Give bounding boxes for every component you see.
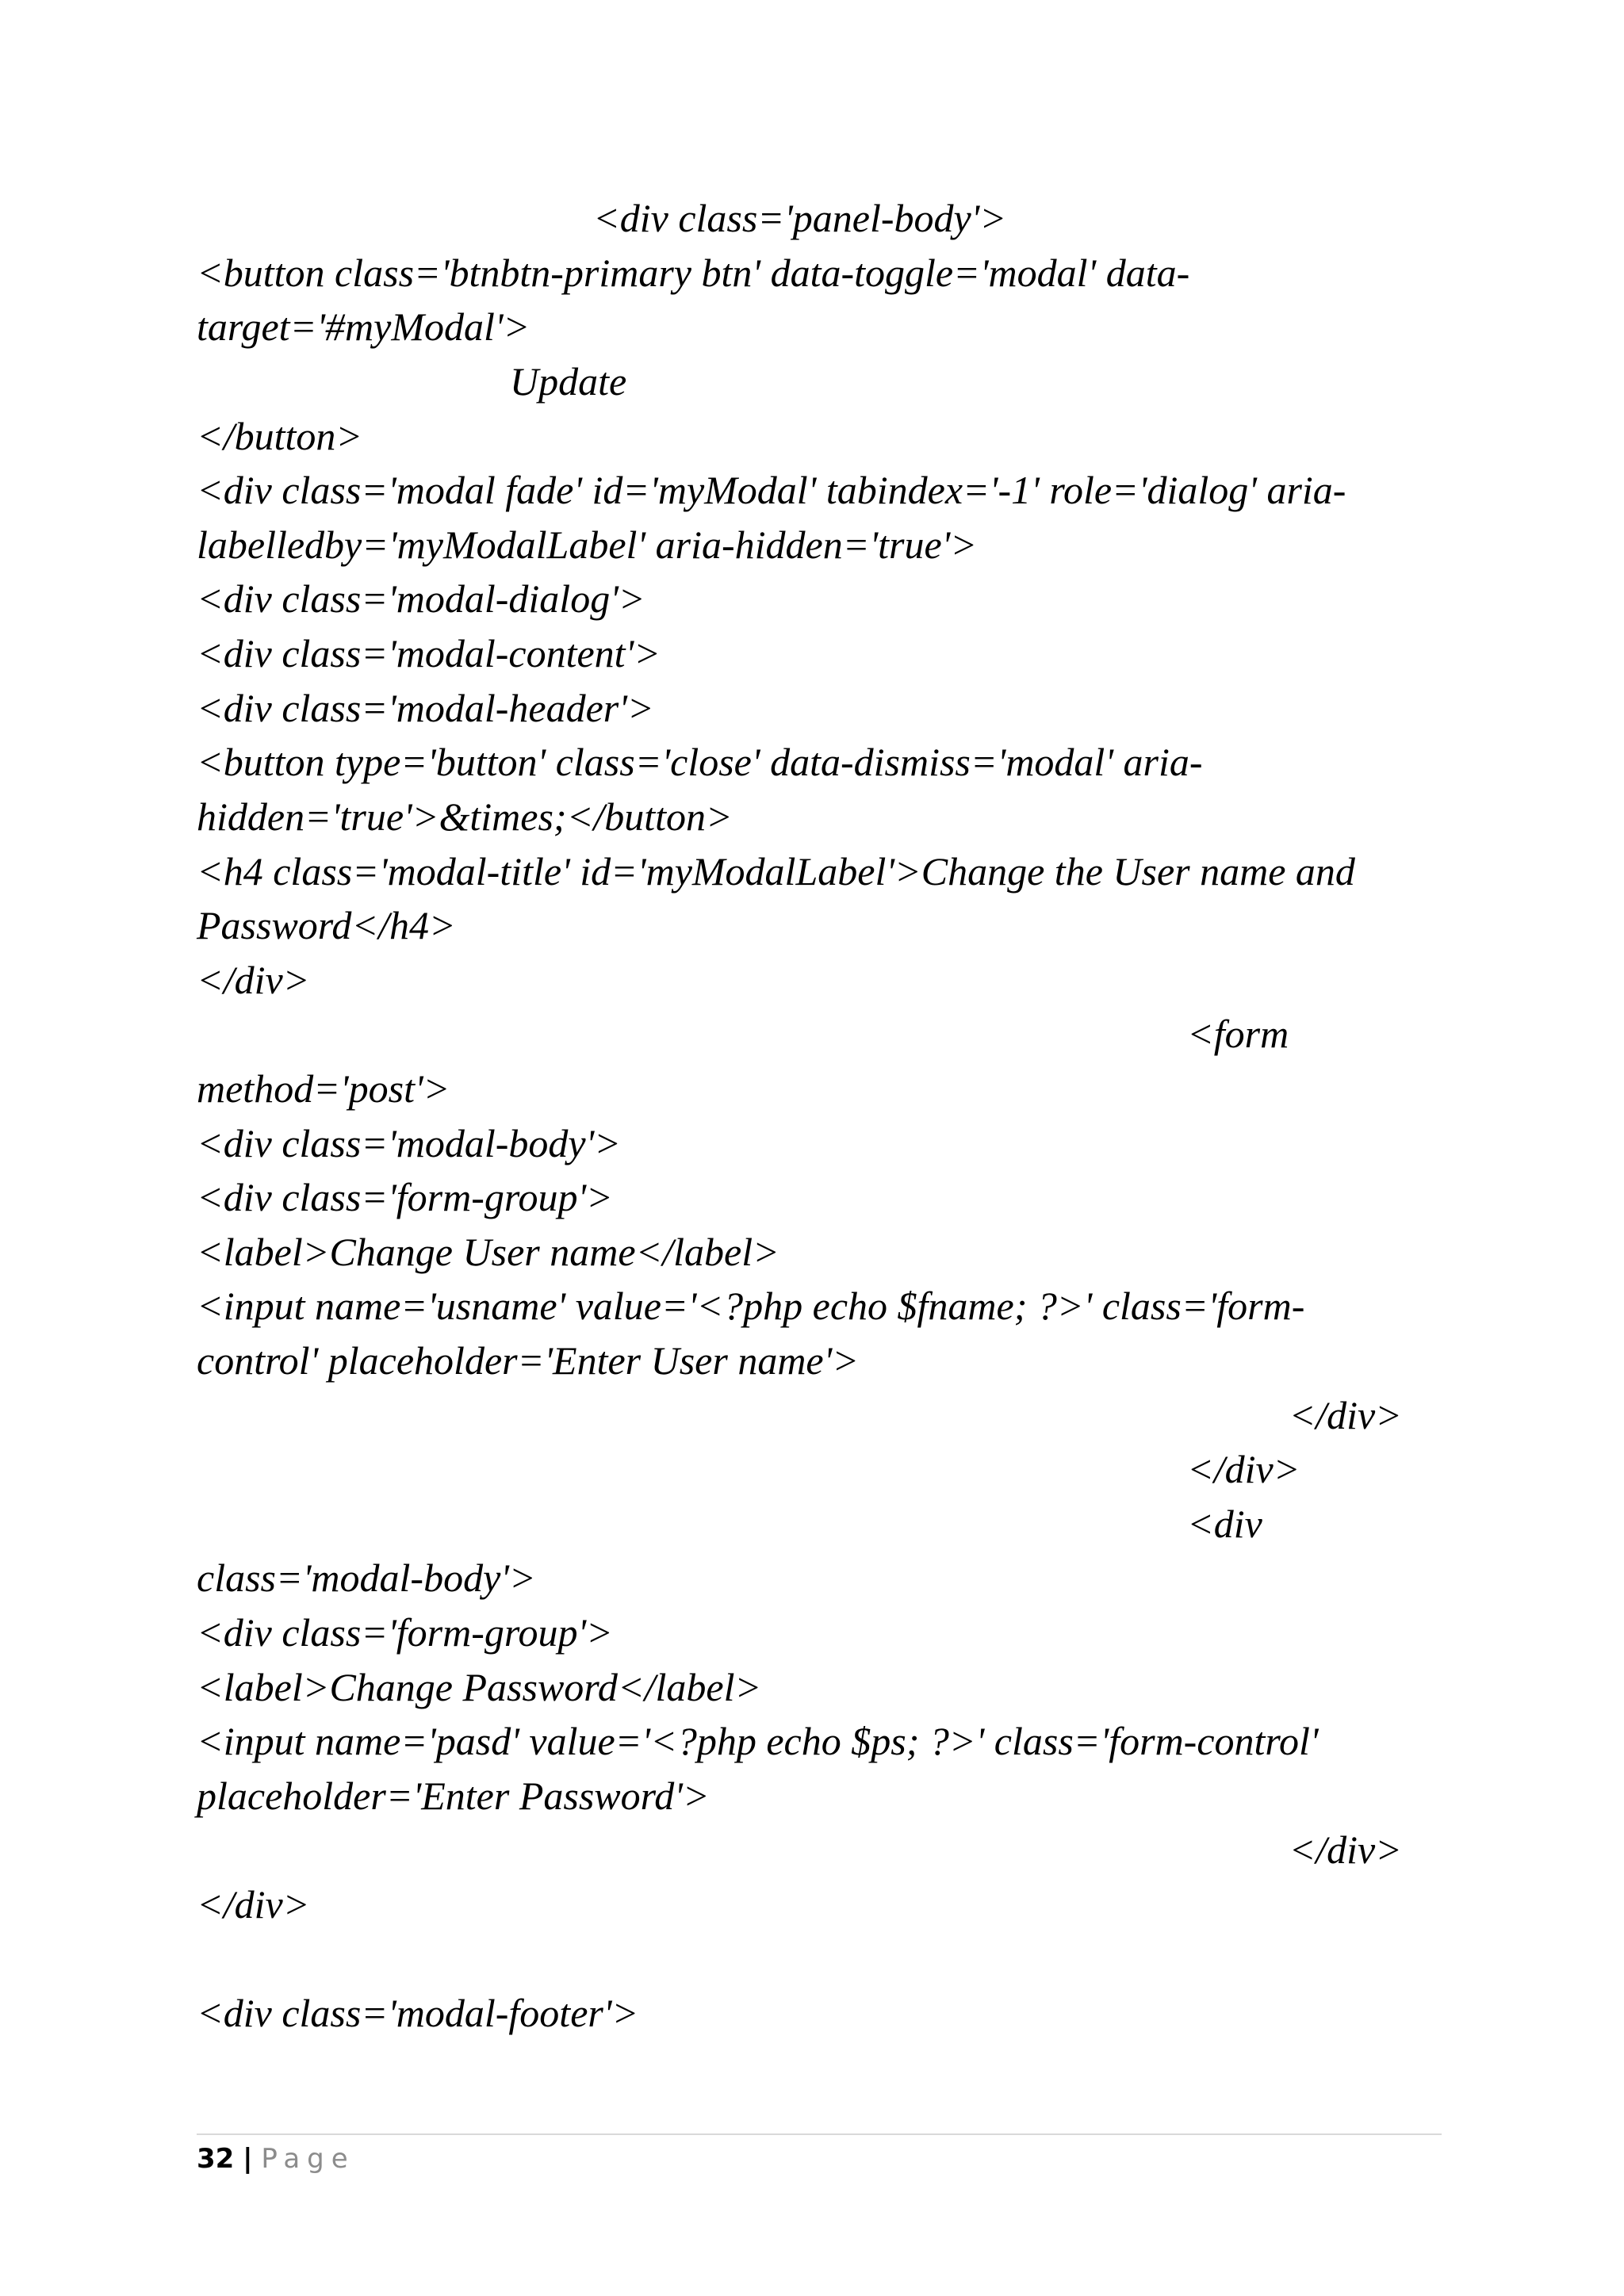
code-line-25: <div	[1187, 1502, 1262, 1546]
code-line-30: placeholder='Enter Password'>	[197, 1774, 710, 1818]
code-line-3: target='#myModal'>	[197, 304, 530, 349]
code-line-15: </div>	[197, 958, 310, 1002]
code-line-22: control' placeholder='Enter User name'>	[197, 1338, 860, 1383]
code-line-20: <label>Change User name</label>	[197, 1230, 779, 1274]
code-line-31: </div>	[1289, 1827, 1402, 1872]
code-line-8: <div class='modal-dialog'>	[197, 576, 645, 621]
code-line-28: <label>Change Password</label>	[197, 1665, 762, 1709]
code-line-18: <div class='modal-body'>	[197, 1121, 622, 1165]
code-line-21: <input name='usname' value='<?php echo $fname; ?>' class='form-	[197, 1284, 1305, 1328]
code-line-11: <button type='button' class='close' data-dismiss='modal' aria-	[197, 740, 1203, 784]
code-line-29: <input name='pasd' value='<?php echo $ps; ?>' class='form-control'	[197, 1719, 1319, 1763]
code-line-33: <div class='modal-footer'>	[197, 1991, 639, 2035]
code-line-2: <button class='btnbtn-primary btn' data-toggle='modal' data-	[197, 251, 1190, 295]
page-footer	[197, 2139, 355, 2179]
code-line-4: Update	[510, 359, 627, 404]
code-line-10: <div class='modal-header'>	[197, 686, 654, 730]
code-line-19: <div class='form-group'>	[197, 1175, 613, 1219]
page-label: Page	[261, 2143, 355, 2175]
code-line-5: </button>	[197, 414, 363, 458]
code-line-12: hidden='true'>&times;</button>	[197, 794, 733, 839]
code-line-6: <div class='modal fade' id='myModal' tabindex='-1' role='dialog' aria-	[197, 468, 1346, 512]
code-line-1: <div class='panel-body'>	[593, 196, 1007, 240]
code-line-32: </div>	[197, 1882, 310, 1927]
page-number: 32	[197, 2143, 235, 2175]
footer-separator: |	[243, 2143, 253, 2175]
code-line-17: method='post'>	[197, 1066, 450, 1111]
code-line-16: <form	[1187, 1012, 1289, 1056]
code-line-26: class='modal-body'>	[197, 1556, 536, 1600]
code-line-24: </div>	[1187, 1447, 1300, 1491]
code-line-27: <div class='form-group'>	[197, 1610, 613, 1655]
footer-divider	[197, 2133, 1442, 2135]
code-line-23: </div>	[1289, 1393, 1402, 1437]
code-line-9: <div class='modal-content'>	[197, 631, 661, 675]
code-line-14: Password</h4>	[197, 903, 456, 947]
code-line-13: <h4 class='modal-title' id='myModalLabel'>Change the User name and	[197, 849, 1355, 894]
code-line-7: labelledby='myModalLabel' aria-hidden='true'>	[197, 522, 978, 567]
